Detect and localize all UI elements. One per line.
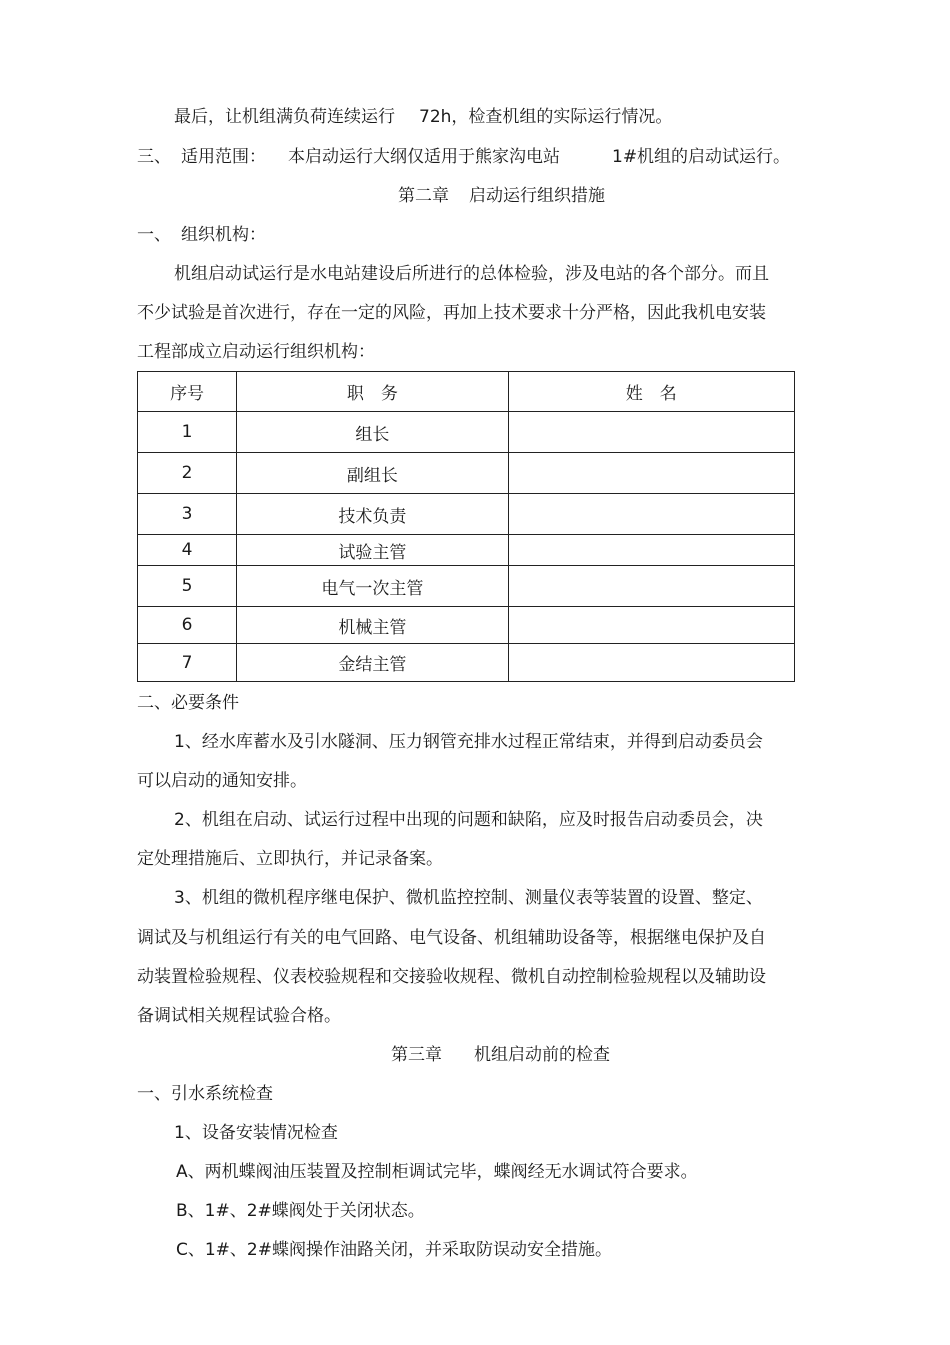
scope-number: 三、 [137, 147, 171, 167]
row-name [508, 453, 794, 494]
header-name: 姓 名 [508, 372, 794, 412]
org-para-line-2: 不少试验是首次进行，存在一定的风险，再加上技术要求十分严格，因此我机电安装 [137, 303, 766, 323]
scope-text-b: 1#机组的启动试运行。 [612, 147, 791, 167]
chapter-3-title [391, 1044, 610, 1066]
header-role: 职 务 [237, 372, 508, 412]
section-organization-label: 组织机构： [181, 225, 266, 245]
chapter-3-name: 机组启动前的检查 [474, 1045, 610, 1065]
condition-2-line-1: 2、机组在启动、试运行过程中出现的问题和缺陷，应及时报告启动委员会，决 [174, 810, 763, 830]
section-intake-title: 一、引水系统检查 [137, 1084, 273, 1104]
row-number: 3 [138, 494, 237, 535]
row-name [508, 644, 794, 682]
org-para-line-3: 工程部成立启动运行组织机构： [137, 342, 375, 362]
table-row [138, 566, 795, 607]
scope-label: 适用范围： [181, 147, 266, 167]
subsection-equipment-title: 1、设备安装情况检查 [174, 1123, 338, 1143]
table-row [138, 412, 795, 453]
org-para-line-1: 机组启动试运行是水电站建设后所进行的总体检验，涉及电站的各个部分。而且 [174, 264, 769, 284]
section-organization-number: 一、 [137, 225, 171, 245]
section-organization [137, 224, 266, 246]
condition-1-line-1: 1、经水库蓄水及引水隧洞、压力钢管充排水过程正常结束，并得到启动委员会 [174, 732, 763, 752]
chapter-2-number: 第二章 [398, 186, 449, 206]
scope-text-a: 本启动运行大纲仅适用于熊家沟电站 [288, 147, 560, 167]
chapter-2-name: 启动运行组织措施 [469, 186, 605, 206]
table-row [138, 535, 795, 566]
check-item-c: C、1#、2#蝶阀操作油路关闭，并采取防误动安全措施。 [176, 1240, 612, 1260]
row-role: 金结主管 [237, 644, 508, 682]
row-role: 技术负责 [237, 494, 508, 535]
table-header-row [138, 372, 795, 412]
intro-line-1-a: 最后，让机组满负荷连续运行 [174, 107, 395, 127]
chapter-3-number: 第三章 [391, 1045, 442, 1065]
row-name [508, 412, 794, 453]
row-role: 机械主管 [237, 607, 508, 644]
row-name [508, 566, 794, 607]
chapter-2-title [398, 185, 605, 207]
check-item-b: B、1#、2#蝶阀处于关闭状态。 [176, 1201, 425, 1221]
condition-3-line-2: 调试及与机组运行有关的电气回路、电气设备、机组辅助设备等，根据继电保护及自 [137, 928, 766, 948]
condition-3-line-4: 备调试相关规程试验合格。 [137, 1006, 341, 1026]
condition-3-line-3: 动装置检验规程、仪表校验规程和交接验收规程、微机自动控制检验规程以及辅助设 [137, 967, 766, 987]
intro-line-1-b: 72h，检查机组的实际运行情况。 [419, 107, 673, 127]
scope-line [137, 146, 790, 168]
row-number: 6 [138, 607, 237, 644]
row-role: 副组长 [237, 453, 508, 494]
row-role: 组长 [237, 412, 508, 453]
condition-3-line-1: 3、机组的微机程序继电保护、微机监控控制、测量仪表等装置的设置、整定、 [174, 888, 763, 908]
row-name [508, 535, 794, 566]
row-number: 2 [138, 453, 237, 494]
header-number: 序号 [138, 372, 237, 412]
row-number: 7 [138, 644, 237, 682]
row-role: 电气一次主管 [237, 566, 508, 607]
intro-line-1 [174, 106, 672, 128]
condition-1-line-2: 可以启动的通知安排。 [137, 771, 307, 791]
section-conditions-title: 二、必要条件 [137, 693, 239, 713]
organization-table [137, 371, 795, 682]
condition-2-line-2: 定处理措施后、立即执行，并记录备案。 [137, 849, 443, 869]
row-number: 4 [138, 535, 237, 566]
row-name [508, 494, 794, 535]
table-row [138, 494, 795, 535]
row-role: 试验主管 [237, 535, 508, 566]
row-number: 5 [138, 566, 237, 607]
row-number: 1 [138, 412, 237, 453]
row-name [508, 607, 794, 644]
table-row [138, 453, 795, 494]
check-item-a: A、两机蝶阀油压装置及控制柜调试完毕，蝶阀经无水调试符合要求。 [176, 1162, 698, 1182]
table-row [138, 644, 795, 682]
table-row [138, 607, 795, 644]
